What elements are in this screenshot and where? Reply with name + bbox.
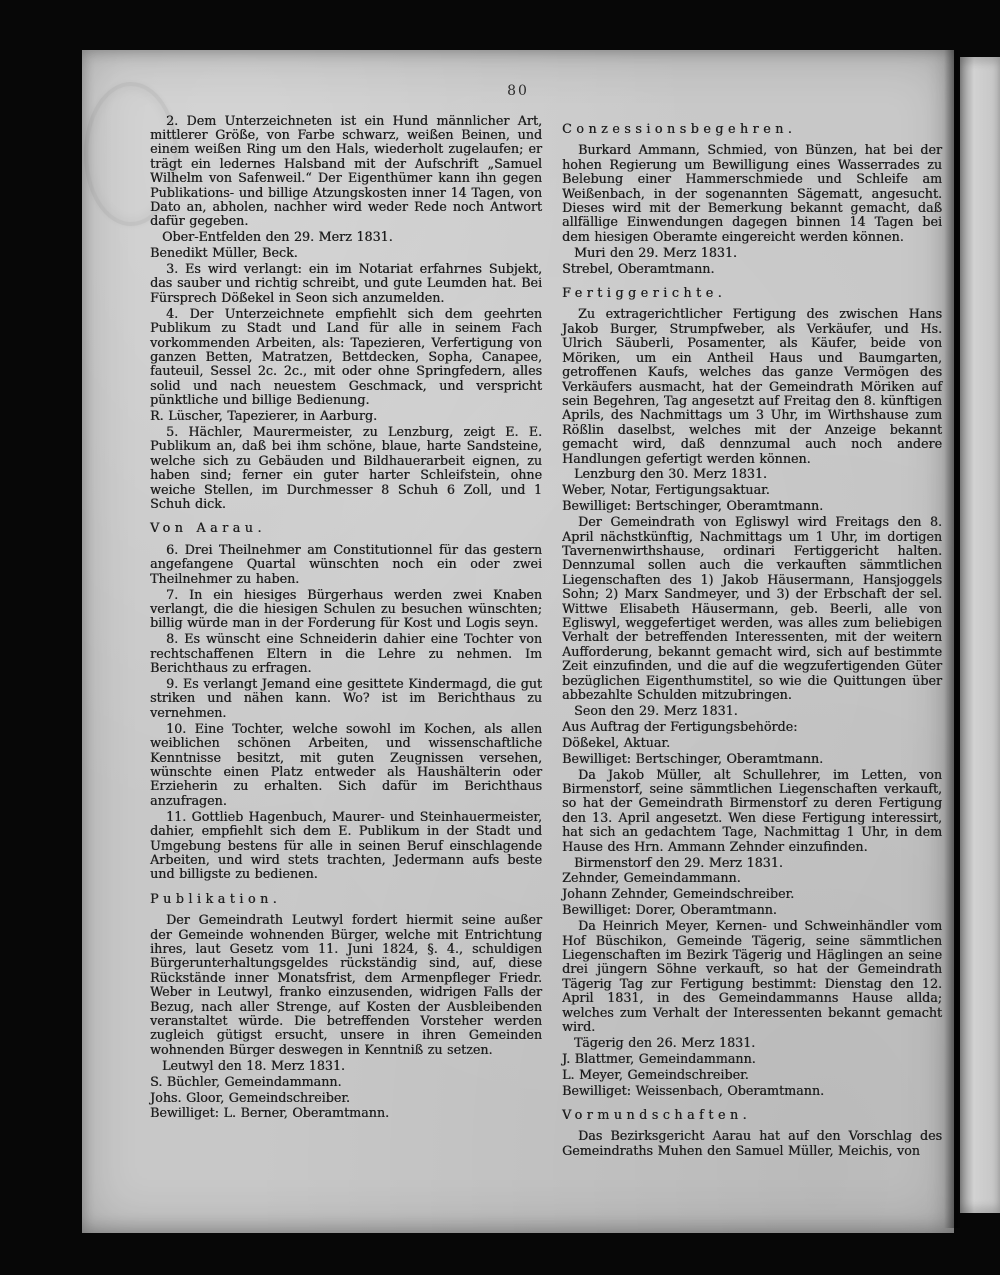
dateline: Ober-Entfelden den 29. Merz 1831. [162,229,393,245]
section-heading: Vormundschaften. [562,1107,752,1122]
notice-paragraph: 9. Es verlangt Jemand eine gesittete Kindermagd, die gut striken und nähen kann. Wo? ist im Berichthaus zu vernehmen. [150,676,542,720]
left-column [150,112,542,1160]
approval-line: Bewilliget: Bertschinger, Oberamtmann. [562,498,824,514]
approval-line: Bewilliget: L. Berner, Oberamtmann. [150,1105,390,1121]
signature-line: Strebel, Oberamtmann. [562,260,715,276]
signature-line: Benedikt Müller, Beck. [150,245,298,261]
dateline: Seon den 29. Merz 1831. [574,702,738,718]
next-page-edge [960,57,1000,1213]
signature-line: Zehnder, Gemeindammann. [562,870,741,886]
signature-line: Weber, Notar, Fertigungsaktuar. [562,482,770,498]
page-number: 80 [507,83,529,99]
signature-line: S. Büchler, Gemeindammann. [150,1073,342,1089]
notice-paragraph: 5. Hächler, Maurermeister, zu Lenzburg, zeigt E. E. Publikum an, daß bei ihm schöne, blaue, harte Sandsteine, welche sich zu Gebäuden und Bildhauerarbeit eignen, zu haben sind; ferner ein guter harter Schleifstein, ohne weiche Stellen, im Durchmesser 8 Schuh 6 Zoll, und 1 Schuh dick. [150,424,542,512]
notice-paragraph: 7. In ein hiesiges Bürgerhaus werden zwei Knaben verlangt, die die hiesigen Schulen zu besuchen wünschten; billig würde man in der Forderung für Kost und Logis seyn. [150,586,542,631]
dateline: Birmenstorf den 29. Merz 1831. [574,854,783,870]
notice-paragraph: Zu extragerichtlicher Fertigung des zwischen Hans Jakob Burger, Strumpfweber, als Verkäufer, und Hs. Ulrich Säuberli, Posamenter, als Käufer, beide von Möriken, um ein Antheil Haus und Baumgarten, getroffenen Kaufs, welches das ganze Vermögen des Verkäufers ausmacht, hat der Gemeindrath Möriken auf sein Begehren, Tag angesetzt auf Freitag den 8. künftigen Aprils, des Nachmittags um 3 Uhr, im Wirthshause zum Rößlin daselbst, welches mit der Anzeige bekannt gemacht wird, daß dennzumal auch noch andere Handlungen gefertigt werden können. [562,306,942,466]
signature-line: Johann Zehnder, Gemeindschreiber. [562,886,795,902]
approval-line: Bewilliget: Bertschinger, Oberamtmann. [562,750,824,766]
dateline: Lenzburg den 30. Merz 1831. [574,466,767,482]
embossed-stamp-watermark [84,82,178,226]
notice-paragraph: Da Heinrich Meyer, Kernen- und Schweinhändler vom Hof Büschikon, Gemeinde Tägerig, seine sämmtlichen Liegenschaften im Bezirk Tägerig und Häglingen an seine drei jüngern Söhne verkauft, so hat der Gemeindrath Tägerig Tag zur Fertigung bestimmt: Dienstag den 12. April 1831, in des Gemeindammanns Hause allda; welches zum Verhalt der Interessenten bekannt gemacht wird. [562,918,942,1034]
section-heading: Fertiggerichte. [562,285,727,301]
notice-paragraph: 8. Es wünscht eine Schneiderin dahier eine Tochter von rechtschaffenen Eltern in die Lehre zu nehmen. Im Berichthaus zu erfragen. [150,631,542,676]
document-page [82,50,954,1233]
approval-line: Bewilliget: Dorer, Oberamtmann. [562,902,777,918]
text-columns [82,99,954,1160]
signature-line: R. Lüscher, Tapezierer, in Aarburg. [150,408,378,424]
signature-line: Aus Auftrag der Fertigungsbehörde: [562,718,798,734]
signature-line: J. Blattmer, Gemeindammann. [562,1050,756,1066]
signature-line: Dößekel, Aktuar. [562,734,671,750]
page-fold-shadow [944,50,960,1228]
notice-paragraph: 11. Gottlieb Hagenbuch, Maurer- und Steinhauermeister, dahier, empfiehlt sich dem E. Publikum in der Stadt und Umgebung bestens für alle in seinen Beruf einschlagende Arbeiten, und wird stets trachten, Jedermann aufs beste und billigste zu bedienen. [150,808,542,882]
notice-paragraph: 10. Eine Tochter, welche sowohl im Kochen, als allen weiblichen schönen Arbeiten, und wissenschaftliche Kenntnisse besitzt, mit guten Zeugnissen versehen, wünschte einen Platz entweder als Haushälterin oder Erzieherin zu erhalten. Sich dafür im Berichthaus anzufragen. [150,720,542,808]
notice-paragraph: Der Gemeindrath von Egliswyl wird Freitags den 8. April nächstkünftig, Nachmittags um 1 Uhr, im dortigen Tavernenwirthshause, ordinari Fertiggericht halten. Dennzumal sollen auch die verkauften sämmtlichen Liegenschaften des 1) Jakob Häusermann, Hansjoggels Sohn; 2) Marx Sandmeyer, und 3) der Erbschaft der sel. Wittwe Elisabeth Häusermann, geb. Beerli, alle von Egliswyl, weggefertiget werden, was alles zum beliebigen Verhalt der betreffenden Interessenten, mit der weitern Aufforderung, bekannt gemacht wird, sich auf bestimmte Zeit einzufinden, und die auf die wegzufertigenden Güter bezüglichen Eigenthumstitel, so wie die Quittungen über abbezahlte Schulden mitzubringen. [562,514,942,703]
dateline: Leutwyl den 18. Merz 1831. [162,1057,345,1073]
notice-paragraph: 2. Dem Unterzeichneten ist ein Hund männlicher Art, mittlerer Größe, von Farbe schwarz, weißen Beinen, und einem weißen Ring um den Hals, wiederholt zugelaufen; er trägt ein ledernes Halsband mit der Aufschrift „Samuel Wilhelm von Safenweil.“ Der Eigenthümer kann ihn gegen Publikations- und billige Atzungskosten inner 14 Tagen, von Dato an, abholen, nachher wird weder Rede noch Antwort dafür gegeben. [150,112,542,229]
signature-line: L. Meyer, Gemeindschreiber. [562,1066,749,1082]
signature-line: Johs. Gloor, Gemeindschreiber. [150,1089,350,1105]
dateline: Tägerig den 26. Merz 1831. [574,1034,756,1050]
notice-paragraph: 3. Es wird verlangt: ein im Notariat erfahrnes Subjekt, das sauber und richtig schreibt, und gute Leumden hat. Bei Fürsprech Dößekel in Seon sich anzumelden. [150,261,542,305]
approval-line: Bewilliget: Weissenbach, Oberamtmann. [562,1082,825,1098]
notice-paragraph: Da Jakob Müller, alt Schullehrer, im Letten, von Birmenstorf, seine sämmtlichen Liegenschaften verkauft, so hat der Gemeindrath Birmenstorf zu deren Fertigung den 13. April angesetzt. Wen diese Fertigung interessirt, hat sich an gedachtem Tage, Nachmittag 1 Uhr, in dem Hause des Hrn. Ammann Zehnder einzufinden. [562,766,942,854]
notice-paragraph: Burkard Ammann, Schmied, von Bünzen, hat bei der hohen Regierung um Bewilligung eines Wasserrades zu Belebung einer Hammerschmiede und Schleife am Weißenbach, in der sogenannten Sägematt, angesucht. Dieses wird mit der Bemerkung bekannt gemacht, daß allfällige Einwendungen dagegen binnen 14 Tagen bei dem hiesigen Oberamte eingereicht werden können. [562,142,942,244]
section-heading: Conzessionsbegehren. [562,121,797,136]
notice-paragraph: Das Bezirksgericht Aarau hat auf den Vorschlag des Gemeindraths Muhen den Samuel Müller, Meichis, von [562,1128,942,1158]
notice-paragraph: 4. Der Unterzeichnete empfiehlt sich dem geehrten Publikum zu Stadt und Land für alle in seinem Fach vorkommenden Arbeiten, als: Tapezieren, Verfertigung von ganzen Betten, Matratzen, Bettdecken, Sopha, Canapee, fauteuil, Sessel 2c. 2c., mit oder ohne Springfedern, alles solid und nach neuestem Geschmack, und verspricht pünktliche und billige Bedienung. [150,305,542,408]
dateline: Muri den 29. Merz 1831. [574,244,737,260]
section-heading: Publikation. [150,890,282,906]
right-column [562,112,942,1160]
notice-paragraph: 6. Drei Theilnehmer am Constitutionnel für das gestern angefangene Quartal wünschten noch ein oder zwei Theilnehmer zu haben. [150,541,542,586]
section-heading: Von Aarau. [150,520,266,536]
notice-paragraph: Der Gemeindrath Leutwyl fordert hiermit seine außer der Gemeinde wohnenden Bürger, welche mit Entrichtung ihres, laut Gesetz vom 11. Juni 1824, §. 4., schuldigen Bürgerunterhaltungsgeldes rückständig sind, auf, diese Rückstände inner Monatsfrist, dem Armenpfleger Friedr. Weber in Leutwyl, franko einzusenden, widrigen Falls der Bezug, nach aller Strenge, auf Kosten der Ausbleibenden veranstaltet würde. Die betreffenden Vorsteher werden zugleich gütigst ersucht, unsere in ihren Gemeinden wohnenden Bürger deswegen in Kenntniß zu setzen. [150,912,542,1057]
